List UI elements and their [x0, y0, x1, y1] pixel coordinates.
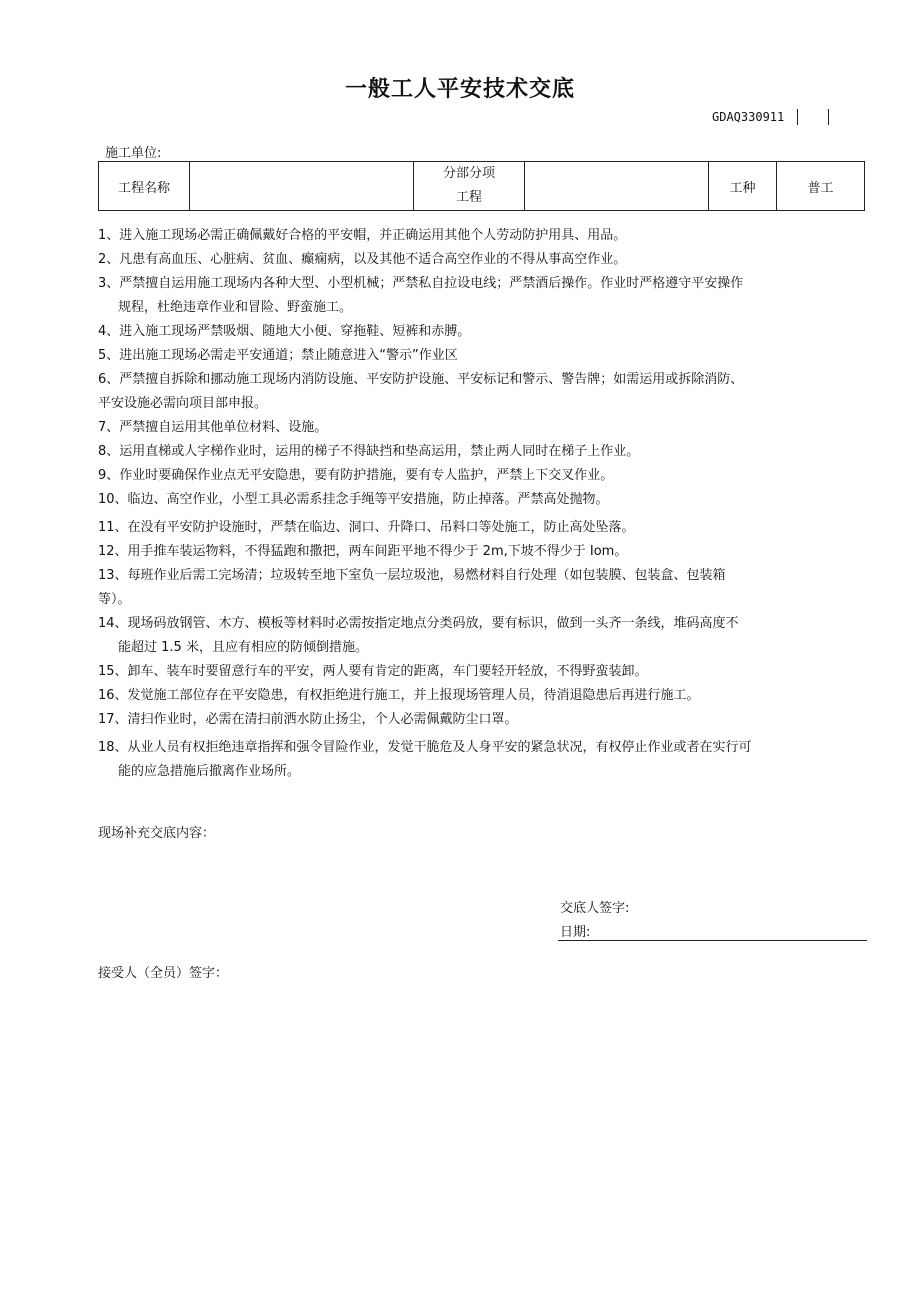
date-label: 日期: — [560, 925, 591, 940]
safety-item — [98, 488, 868, 512]
supplement-label: 现场补充交底内容： — [98, 826, 216, 841]
safety-item-line: 规程，杜绝违章作业和冒险、野蛮施工。 — [118, 300, 353, 315]
safety-item-line: 3、严禁擅自运用施工现场内各种大型、小型机械；严禁私自拉设电线；严禁酒后操作。作业时严格遵守平安操作 — [98, 276, 744, 291]
document-title: 一般工人平安技术交底 — [344, 77, 575, 102]
safety-item-line: 10、临边、高空作业，小型工具必需系挂念手绳等平安措施，防止掉落。严禁高处抛物。 — [98, 492, 609, 507]
code-divider — [828, 109, 829, 125]
safety-item-line: 17、清扫作业时，必需在清扫前洒水防止扬尘，个人必需佩戴防尘口罩。 — [98, 712, 518, 727]
work-type-value: 普工 — [777, 162, 865, 211]
safety-item — [98, 708, 868, 732]
safety-item — [98, 736, 868, 784]
safety-item-line: 能超过 1.5 米，且应有相应的防倾倒措施。 — [118, 640, 368, 655]
project-info-table — [98, 161, 865, 211]
safety-item-line: 8、运用直梯或人字梯作业时，运用的梯子不得缺挡和垫高运用，禁止两人同时在梯子上作业。 — [98, 444, 640, 459]
safety-item — [98, 248, 868, 272]
work-type-label: 工种 — [709, 162, 777, 211]
safety-item — [98, 540, 868, 564]
project-name-label: 工程名称 — [99, 162, 190, 211]
construction-unit-label: 施工单位: — [105, 146, 162, 161]
safety-item-line: 9、作业时要确保作业点无平安隐患，要有防护措施，要有专人监护，严禁上下交叉作业。 — [98, 468, 614, 483]
safety-item-line: 2、凡患有高血压、心脏病、贫血、癫痫病，以及其他不适合高空作业的不得从事高空作业。 — [98, 252, 627, 267]
safety-item — [98, 516, 868, 540]
safety-item-line: 16、发觉施工部位存在平安隐患，有权拒绝进行施工，并上报现场管理人员，待消退隐患后再进行施工。 — [98, 688, 700, 703]
safety-item — [98, 368, 868, 416]
safety-item-line: 14、现场码放钢管、木方、模板等材料时必需按指定地点分类码放，要有标识，做到一头齐一条线，堆码高度不 — [98, 616, 739, 631]
safety-item-line: 7、严禁擅自运用其他单位材料、设施。 — [98, 420, 328, 435]
safety-item-line: 12、用手推车装运物料，不得猛跑和撒把，两车间距平地不得少于 2m,下坡不得少于 Iom。 — [98, 544, 628, 559]
safety-item-line: 6、严禁擅自拆除和挪动施工现场内消防设施、平安防护设施、平安标记和警示、警告牌；如需运用或拆除消防、 — [98, 372, 744, 387]
project-name-value — [190, 162, 414, 211]
safety-items-list — [98, 224, 868, 784]
safety-item-line: 5、进出施工现场必需走平安通道；禁止随意进入“警示”作业区 — [98, 348, 458, 363]
safety-item — [98, 440, 868, 464]
safety-item — [98, 416, 868, 440]
sub-project-label: 分部分项 工程 — [414, 162, 525, 211]
safety-item-line: 平安设施必需向项目部申报。 — [98, 396, 268, 411]
safety-item-line: 等）。 — [98, 592, 131, 607]
safety-item-line: 13、每班作业后需工完场清；垃圾转至地下室负一层垃圾池，易燃材料自行处理（如包装膜、包装盒、包装箱 — [98, 568, 726, 583]
safety-item-line: 18、从业人员有权拒绝违章指挥和强令冒险作业，发觉干脆危及人身平安的紧急状况，有权停止作业或者在实行可 — [98, 740, 752, 755]
presenter-sign-label: 交底人签字: — [560, 901, 630, 916]
receiver-sign-label: 接受人（全员）签字： — [98, 966, 229, 981]
safety-item — [98, 660, 868, 684]
safety-item — [98, 224, 868, 248]
safety-item-line: 15、卸车、装车时要留意行车的平安，两人要有肯定的距离，车门要轻开轻放，不得野蛮装卸。 — [98, 664, 648, 679]
safety-item — [98, 272, 868, 320]
document-code: GDAQ330911 — [712, 110, 785, 124]
safety-item — [98, 344, 868, 368]
safety-item-line: 能的应急措施后撤离作业场所。 — [118, 764, 301, 779]
safety-item — [98, 320, 868, 344]
safety-item-line: 11、在没有平安防护设施时，严禁在临边、洞口、升降口、吊料口等处施工，防止高处坠落。 — [98, 520, 635, 535]
signature-line — [558, 940, 867, 941]
safety-item — [98, 564, 868, 612]
safety-item — [98, 612, 868, 660]
safety-item — [98, 684, 868, 708]
code-divider — [797, 109, 798, 125]
safety-item-line: 1、进入施工现场必需正确佩戴好合格的平安帽，并正确运用其他个人劳动防护用具、用品。 — [98, 228, 627, 243]
safety-item-line: 4、进入施工现场严禁吸烟、随地大小便、穿拖鞋、短裤和赤膊。 — [98, 324, 471, 339]
sub-project-value — [525, 162, 709, 211]
safety-item — [98, 464, 868, 488]
